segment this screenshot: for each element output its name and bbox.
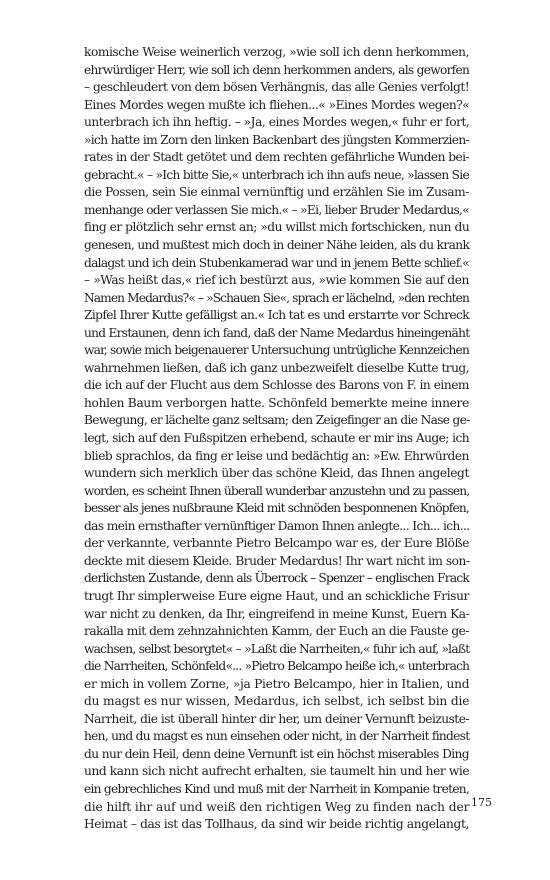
text-line: er mich in vollem Zorne, »ja Pietro Belcampo, hier in Italien, und <box>84 676 470 691</box>
text-line: ein gebrechliches Kind und muß mit der Narrheit in Kompanie treten, <box>84 781 469 796</box>
text-line: Narrheit, die ist überall hinter dir her, um deiner Vernunft beizuste- <box>84 711 469 726</box>
text-line: wachsen, selbst besorgtet« – »Laßt die Narrheiten,« fuhr ich auf, »laßt <box>84 641 470 656</box>
text-line: derlichsten Zustande, denn als Überrock – Spenzer – englischen Frack <box>84 571 469 586</box>
text-line: war, sowie mich beigenauerer Untersuchung untrügliche Kennzeichen <box>84 343 469 358</box>
text-line: rakalla mit dem zehnzahnichten Kamm, der Euch an die Fauste ge- <box>84 624 469 639</box>
text-line: fing er plötzlich sehr ernst an; »du willst mich fortschicken, nun du <box>84 220 470 235</box>
text-line: der verkannte, verbannte Pietro Belcampo war es, der Eure Blöße <box>84 536 470 551</box>
text-line: du nur dein Heil, denn deine Vernunft ist ein höchst miserables Ding <box>84 746 469 761</box>
text-line: Heimat – das ist das Tollhaus, da sind wir beide richtig angelangt, <box>84 817 469 832</box>
text-line: die Narrheiten, Schönfeld«... »Pietro Belcampo heiße ich,« unterbrach <box>84 659 470 674</box>
text-line: war nicht zu denken, da Ihr, eingreifend in meine Kunst, Euern Ka- <box>84 606 470 621</box>
page-number: 175 <box>471 796 492 809</box>
text-line: Eines Mordes wegen mußte ich fliehen...« »Eines Mordes wegen?« <box>84 97 470 112</box>
text-line: besser als jenes nußbraune Kleid mit schnöden besponnenen Knöpfen, <box>84 501 469 516</box>
text-line: Zipfel Ihrer Kutte gefälligst an.« Ich tat es und erstarrte vor Schreck <box>84 308 469 323</box>
text-line: hohlen Baum verborgen hatte. Schönfeld bemerkte meine innere <box>84 395 469 410</box>
text-line: die ich auf der Flucht aus dem Schlosse des Barons von F. in einem <box>84 378 469 393</box>
text-line: legt, sich auf den Fußspitzen erhebend, schaute er mir ins Auge; ich <box>84 431 469 446</box>
text-line: – geschleudert von dem bösen Verhängnis, das alle Genies verfolgt! <box>84 80 470 95</box>
text-line: und kann sich nicht aufrecht erhalten, sie taumelt hin und her wie <box>84 764 470 779</box>
text-line: unterbrach ich ihn heftig. – »Ja, eines Mordes wegen,« fuhr er fort, <box>84 115 470 130</box>
text-line: dalagst und ich dein Stubenkamerad war und in jenem Bette schlief.« <box>84 255 469 270</box>
text-line: Namen Medardus?« – »Schauen Sie«, sprach er lächelnd, »den rechten <box>84 290 469 305</box>
text-line: genesen, und mußtest mich doch in deiner Nähe leiden, als du krank <box>84 238 470 253</box>
text-line: komische Weise weinerlich verzog, »wie soll ich denn herkommen, <box>84 45 470 59</box>
text-line: blieb sprachlos, da fing er leise und bedächtig an: »Ew. Ehrwürden <box>84 448 470 463</box>
text-line: du magst es nur wissen, Medardus, ich selbst, ich selbst bin die <box>84 694 470 709</box>
text-line: Bewegung, er lächelte ganz seltsam; den Zeigefinger an die Nase ge- <box>84 413 470 428</box>
text-line: wundern sich merklich über das schöne Kleid, das Ihnen angelegt <box>84 466 469 481</box>
text-line: hen, und du magst es nun einsehen oder nicht, in der Narrheit findest <box>84 729 470 744</box>
text-line: die hilft ihr auf und weiß den richtigen Weg zu finden nach der <box>84 799 470 814</box>
text-line: »ich hatte im Zorn den linken Backenbart des jüngsten Kommerzien- <box>84 132 469 147</box>
text-line: und Erstaunen, denn ich fand, daß der Name Medardus hineingenäht <box>84 325 470 340</box>
text-line: trugt Ihr simplerweise Eure eigne Haut, und an schickliche Frisur <box>84 588 469 603</box>
text-line: worden, es scheint Ihnen überall wunderbar anzustehn und zu passen, <box>84 483 470 498</box>
body-text <box>84 44 469 834</box>
text-line: die Possen, sein Sie einmal vernünftig und erzählen Sie im Zusam- <box>84 185 469 200</box>
text-line: wahrnehmen ließen, daß ich ganz unbezweifelt dieselbe Kutte trug, <box>84 360 469 375</box>
text-line: rates in der Stadt getötet und dem rechten gefährliche Wunden bei- <box>84 150 469 165</box>
text-line: das mein ernsthafter vernünftiger Damon Ihnen anlegte... Ich... ich... <box>84 518 470 533</box>
text-line: ehrwürdiger Herr, wie soll ich denn herkommen anders, als geworfen <box>84 62 470 77</box>
text-line: menhange oder verlassen Sie mich.« – »Ei, lieber Bruder Medardus,« <box>84 202 469 217</box>
text-line: gebracht.« – »Ich bitte Sie,« unterbrach ich ihn aufs neue, »lassen Sie <box>84 167 469 182</box>
text-line: deckte mit diesem Kleide. Bruder Medardus! Ihr wart nicht im son- <box>84 553 470 568</box>
text-line: – »Was heißt das,« rief ich bestürzt aus, »wie kommen Sie auf den <box>84 273 469 288</box>
